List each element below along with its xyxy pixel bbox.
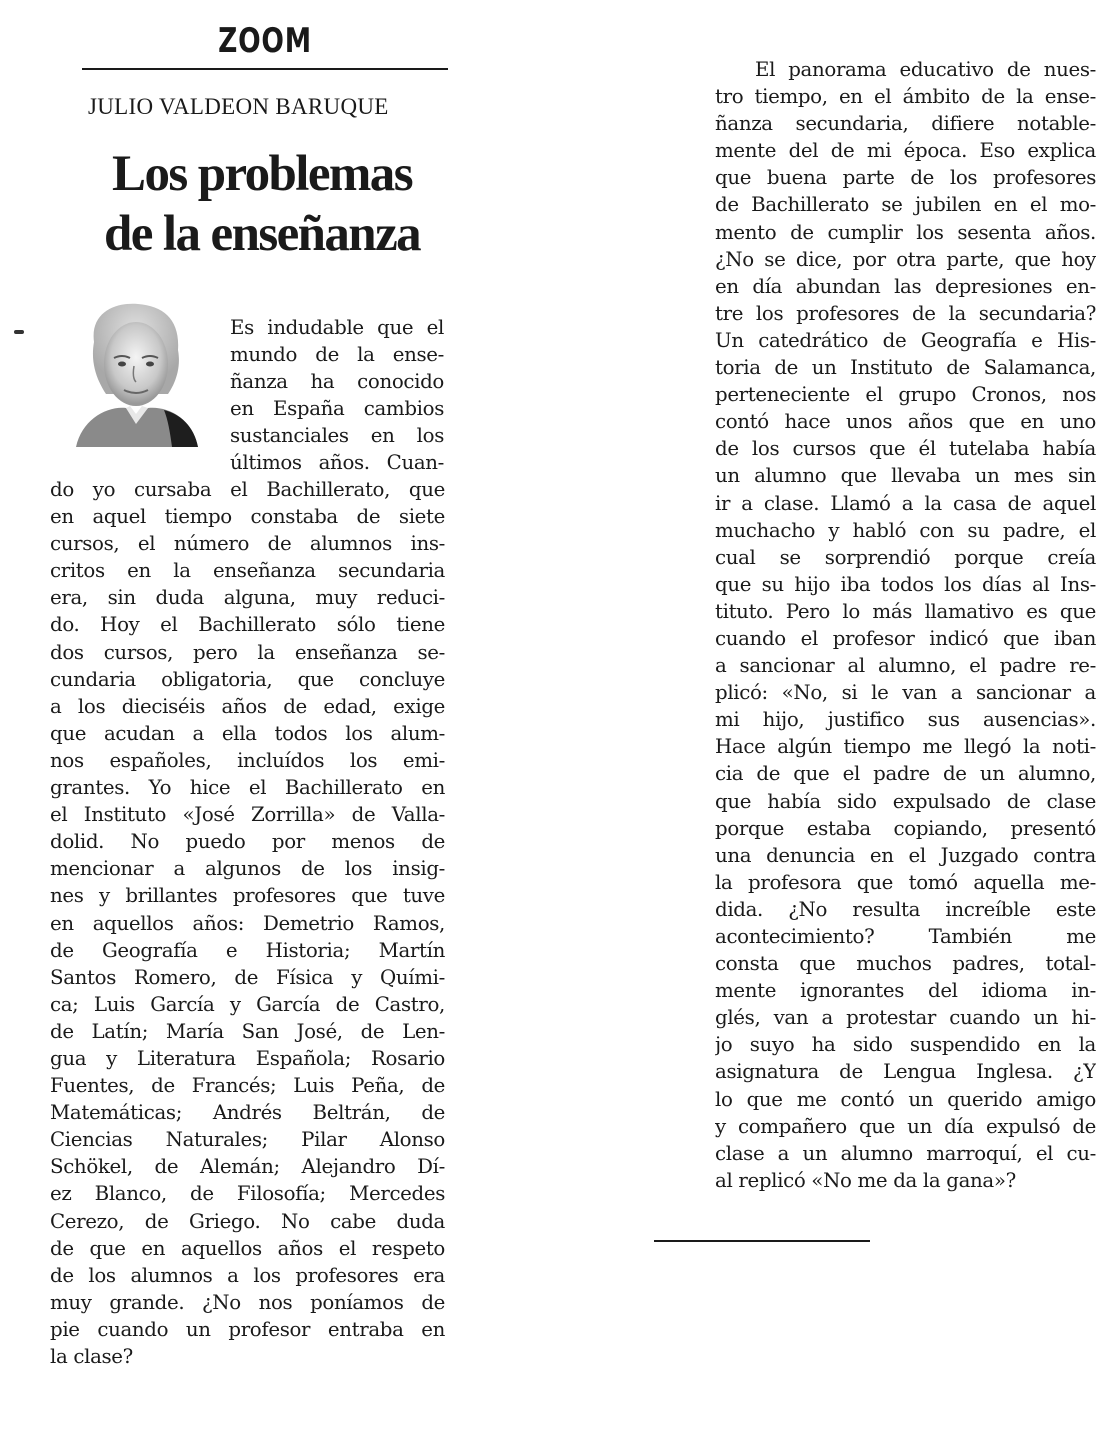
text-line: cia de que el padre de un alumno,: [715, 762, 1096, 786]
text-line: en día abundan las depresiones en-: [715, 274, 1096, 298]
text-line: mundo de la ense-: [230, 343, 444, 367]
section-title: ZOOM: [218, 21, 312, 61]
text-line: últimos años. Cuan-: [230, 451, 444, 475]
text-line: cundaria obligatoria, que concluye: [50, 667, 445, 691]
text-line: mencionar a algunos de los insig-: [50, 857, 445, 881]
author-byline: JULIO VALDEON BARUQUE: [88, 94, 389, 119]
text-line: nos españoles, incluídos los emi-: [50, 748, 445, 772]
text-line: Matemáticas; Andrés Beltrán, de: [50, 1101, 445, 1125]
text-line: y compañero que un día expulsó de: [715, 1114, 1096, 1138]
text-line: de Latín; María San José, de Len-: [50, 1019, 445, 1043]
text-line: porque estaba copiando, presentó: [715, 816, 1096, 840]
text-line: ñanza ha conocido: [230, 370, 444, 394]
headline-line: Los problemas: [112, 146, 412, 202]
text-line: Ciencias Naturales; Pilar Alonso: [50, 1128, 445, 1152]
text-line: que había sido expulsado de clase: [715, 789, 1096, 813]
scan-mark: [14, 330, 24, 334]
text-line: Hace algún tiempo me llegó la noti-: [715, 735, 1096, 759]
text-line: la clase?: [50, 1345, 133, 1368]
article-end-rule: [654, 1240, 870, 1242]
text-line: El panorama educativo de nues-: [755, 58, 1096, 81]
text-line: contó hace unos años que en uno: [715, 410, 1096, 434]
text-line: ca; Luis García y García de Castro,: [50, 992, 445, 1016]
text-line: de Bachillerato se jubilen en el mo-: [715, 193, 1096, 217]
text-line: cuando el profesor indicó que iban: [715, 626, 1096, 650]
text-line: tituto. Pero lo más llamativo es que: [715, 599, 1096, 623]
text-line: dos cursos, pero la enseñanza se-: [50, 640, 445, 664]
text-line: grantes. Yo hice el Bachillerato en: [50, 776, 445, 800]
headline-line: de la enseñanza: [103, 206, 421, 262]
text-line: Cerezo, de Griego. No cabe duda: [50, 1209, 445, 1233]
text-line: Un catedrático de Geografía e His-: [715, 328, 1096, 352]
text-line: lo que me contó un querido amigo: [715, 1087, 1096, 1111]
text-line: de los cursos que él tutelaba había: [715, 437, 1096, 461]
text-line: muy grande. ¿No nos poníamos de: [50, 1290, 445, 1314]
text-line: jo suyo ha sido suspendido en la: [715, 1033, 1096, 1057]
text-line: toria de un Instituto de Salamanca,: [715, 356, 1096, 380]
text-line: en aquel tiempo constaba de siete: [50, 505, 445, 529]
text-line: de los alumnos a los profesores era: [50, 1263, 445, 1287]
text-line: do. Hoy el Bachillerato sólo tiene: [50, 613, 445, 637]
text-line: una denuncia en el Juzgado contra: [715, 843, 1096, 867]
text-line: ez Blanco, de Filosofía; Mercedes: [50, 1182, 445, 1206]
text-line: que buena parte de los profesores: [715, 166, 1096, 190]
text-line: al replicó «No me da la gana»?: [715, 1168, 1016, 1192]
text-line: tro tiempo, en el ámbito de la ense-: [715, 85, 1096, 109]
text-line: dida. ¿No resulta increíble este: [715, 897, 1096, 921]
text-line: glés, van a protestar cuando un hi-: [715, 1006, 1096, 1030]
article-column-right: [715, 56, 1096, 1194]
text-line: cursos, el número de alumnos ins-: [50, 532, 445, 556]
text-line: mento de cumplir los sesenta años.: [715, 220, 1096, 244]
text-line: mente del de mi época. Eso explica: [715, 139, 1096, 163]
text-line: tre los profesores de la secundaria?: [715, 301, 1096, 325]
text-line: ir a clase. Llamó a la casa de aquel: [715, 491, 1096, 515]
text-line: do yo cursaba el Bachillerato, que: [50, 478, 445, 501]
text-line: critos en la enseñanza secundaria: [50, 559, 445, 583]
text-line: Es indudable que el: [230, 316, 444, 339]
text-line: un alumno que llevaba un mes sin: [715, 464, 1096, 488]
text-line: dolid. No puedo por menos de: [50, 830, 445, 854]
text-line: ¿No se dice, por otra parte, que hoy: [715, 247, 1096, 271]
text-line: Schökel, de Alemán; Alejandro Dí-: [50, 1155, 445, 1179]
text-line: pie cuando un profesor entraba en: [50, 1317, 445, 1341]
text-line: la profesora que tomó aquella me-: [715, 870, 1096, 894]
text-line: muchacho y habló con su padre, el: [715, 518, 1096, 542]
text-line: que acudan a ella todos los alum-: [50, 721, 445, 745]
text-line: perteneciente el grupo Cronos, nos: [715, 383, 1096, 407]
text-line: nes y brillantes profesores que tuve: [50, 884, 445, 908]
text-line: gua y Literatura Española; Rosario: [50, 1046, 445, 1070]
section-divider: [82, 68, 448, 70]
text-line: en aquellos años: Demetrio Ramos,: [50, 911, 445, 935]
text-line: mi hijo, justifico sus ausencias».: [715, 708, 1096, 732]
text-line: mente ignorantes del idioma in-: [715, 979, 1096, 1003]
article-column-left: [50, 476, 445, 1370]
text-line: Santos Romero, de Física y Quími-: [50, 965, 445, 989]
text-line: era, sin duda alguna, muy reduci-: [50, 586, 445, 610]
text-line: plicó: «No, si le van a sancionar a: [715, 681, 1096, 705]
article-column-left-top: [230, 314, 444, 477]
text-line: de que en aquellos años el respeto: [50, 1236, 445, 1260]
text-line: consta que muchos padres, total-: [715, 952, 1096, 976]
text-line: que su hijo iba todos los días al Ins-: [715, 572, 1096, 596]
text-line: en España cambios: [230, 397, 444, 421]
author-portrait-photo: [76, 302, 198, 447]
text-line: el Instituto «José Zorrilla» de Valla-: [50, 803, 445, 827]
text-line: acontecimiento? También me: [715, 925, 1096, 948]
text-line: de Geografía e Historia; Martín: [50, 938, 445, 962]
text-line: ñanza secundaria, difiere notable-: [715, 112, 1096, 136]
text-line: Fuentes, de Francés; Luis Peña, de: [50, 1074, 445, 1098]
text-line: asignatura de Lengua Inglesa. ¿Y: [715, 1060, 1096, 1084]
article-headline: [62, 144, 462, 264]
text-line: a los dieciséis años de edad, exige: [50, 694, 445, 718]
text-line: cual se sorprendió porque creía: [715, 545, 1096, 569]
text-line: a sancionar al alumno, el padre re-: [715, 654, 1096, 678]
text-line: sustanciales en los: [230, 424, 444, 448]
text-line: clase a un alumno marroquí, el cu-: [715, 1141, 1096, 1165]
